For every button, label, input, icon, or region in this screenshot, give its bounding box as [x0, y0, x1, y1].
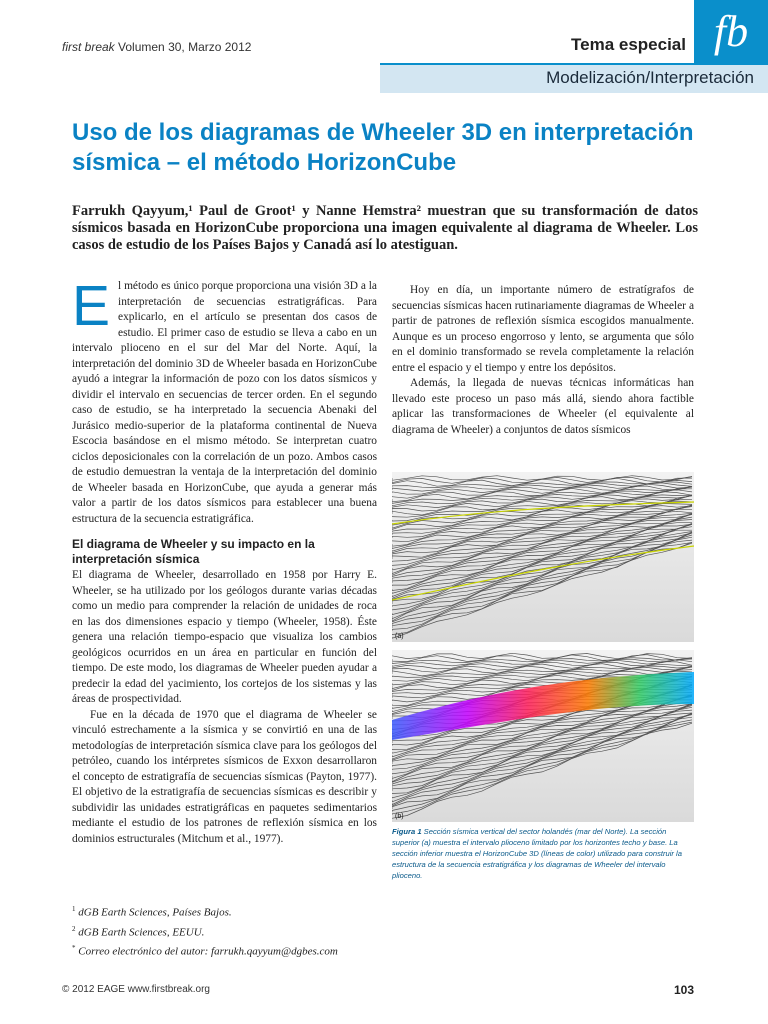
- standfirst: Farrukh Qayyum,¹ Paul de Groot¹ y Nanne Hemstra² muestran que su transformación de datos sísmicos basada en HorizonCube proporciona una imagen equivalente al diagrama de Wheeler. Los casos de estudio de los Países Bajos y Canadá así lo atestiguan.: [72, 203, 698, 253]
- footnote-2: $^2$ dGB Earth Sciences, EEUU.: [72, 924, 205, 939]
- footnote-1: $^1$ dGB Earth Sciences, Países Bajos.: [72, 905, 232, 919]
- section-title: Tema especial: [571, 35, 686, 54]
- left-column: [72, 274, 377, 847]
- issue-info: Volumen 30, Marzo 2012: [118, 40, 252, 54]
- running-header: [62, 40, 251, 54]
- copyright-footer: © 2012 EAGE www.firstbreak.org: [62, 984, 210, 995]
- figure-1: [392, 472, 694, 822]
- panel-b-label: (b): [395, 813, 404, 820]
- subsection-label: Modelización/Interpretación: [546, 68, 754, 87]
- figure-caption: [392, 826, 694, 881]
- journal-name: first break: [62, 40, 115, 54]
- subsection-bar: [380, 65, 768, 93]
- seismic-figure: [392, 472, 694, 822]
- drop-cap: E: [72, 274, 111, 338]
- fb-logo: fb: [694, 0, 768, 64]
- panel-gap: [392, 642, 694, 650]
- section-heading: El diagrama de Wheeler y su impacto en la interpretación sísmica: [72, 537, 315, 566]
- panel-b-horizoncube: [392, 650, 694, 822]
- footnotes: [72, 901, 377, 960]
- intro-paragraph: [72, 274, 377, 527]
- panel-a-label: (a): [395, 633, 404, 640]
- body-paragraph: Además, la llegada de nuevas técnicas informáticas han llevado este proceso un paso más allá, siendo ahora factible aplicar las transformaciones de Wheeler (el equivalente al diagrama de Wheeler) a conjuntos de datos sísmicos: [392, 377, 694, 436]
- page-number: 103: [673, 983, 694, 997]
- caption-label: Figura 1: [392, 827, 422, 836]
- footnote-3: * Correo electrónico del autor: farrukh.qayyum@dgbes.com: [72, 944, 338, 958]
- body-paragraph: El diagrama de Wheeler, desarrollado en 1958 por Harry E. Wheeler, se ha utilizado por los geólogos durante varias décadas como un medio para comprender la relación de unidades de roca en las dos dimensiones espacio y tiempo (Wheeler, 1958). Éste genera una relación tiempo-espacio que visualiza los cambios geológicos ocurridos en un área en particular en función del tiempo. De este modo, los diagramas de Wheeler pueden ayudar a predecir la edad del yacimiento, los cortejos de los sistemas y las áreas de prospectividad.: [72, 569, 377, 705]
- intro-text: l método es único porque proporciona una visión 3D a la interpretación de secuencias estratigráficas. Para explicarlo, en el artículo se presentan dos casos de estudio. El primer caso de estudio se lleva a cabo en un intervalo plioceno en el sur del Mar del Norte. Aquí, la interpretación del dominio 3D de Wheeler basada en HorizonCube ayudó a integrar la información de pozo con los datos sísmicos y dividir el intervalo en secuencias de tercer orden. En el segundo caso de estudio, se ha interpretado la secuencia Abenaki del Jurásico medio-superior de la plataforma continental de Nueva Escocia basándose en el mismo método. Se interpretan cuatro ciclos deposicionales con la correlación de un pozo. Ambos casos de estudio demuestran la ventaja de la interpretación del dominio de Wheeler basada en HorizonCube, que ayuda a generar más valor a partir de los datos sísmicos para establecer una buena estructura de la secuencia estratigráfica.: [72, 280, 377, 525]
- body-paragraph: Fue en la década de 1970 que el diagrama de Wheeler se vinculó estrechamente a la sísmica y se convirtió en una de las metodologías de interpretación sísmica clave para los geólogos del petróleo, cuando los intérpretes sísmicos de Exxon desarrollaron el concepto de estratigrafía de secuencias sísmicas (Payton, 1977). El objetivo de la estratigrafía de secuencias sísmicas es describir y subdividir las unidades estratigráficas en paquetes sedimentarios mediante el estudio de los patrones de reflexión sísmica en los dominios estructurales (Mitchum et al., 1977).: [72, 708, 377, 845]
- panel-a-seismic: [392, 472, 694, 642]
- caption-text: Sección sísmica vertical del sector holandés (mar del Norte). La sección superior (a) muestra el intervalo plioceno limitado por los horizontes techo y base. La sección inferior muestra el HorizonCube 3D (líneas de color) utilizado para construir la estructura de la secuencia estratigráfica y los diagramas de Wheeler del intervalo plioceno.: [392, 827, 682, 880]
- right-column: [392, 283, 694, 438]
- body-paragraph: Hoy en día, un importante número de estratígrafos de secuencias sísmicas hacen rutinariamente diagramas de Wheeler a partir de patrones de reflexión sísmica escogidos manualmente. Aunque es un proceso engorroso y lento, se argumenta que sólo en el dominio transformado se revela completamente la relación entre el espacio y el tiempo y entre los depósitos.: [392, 284, 694, 374]
- article-title: Uso de los diagramas de Wheeler 3D en interpretación sísmica – el método HorizonCube: [72, 119, 694, 176]
